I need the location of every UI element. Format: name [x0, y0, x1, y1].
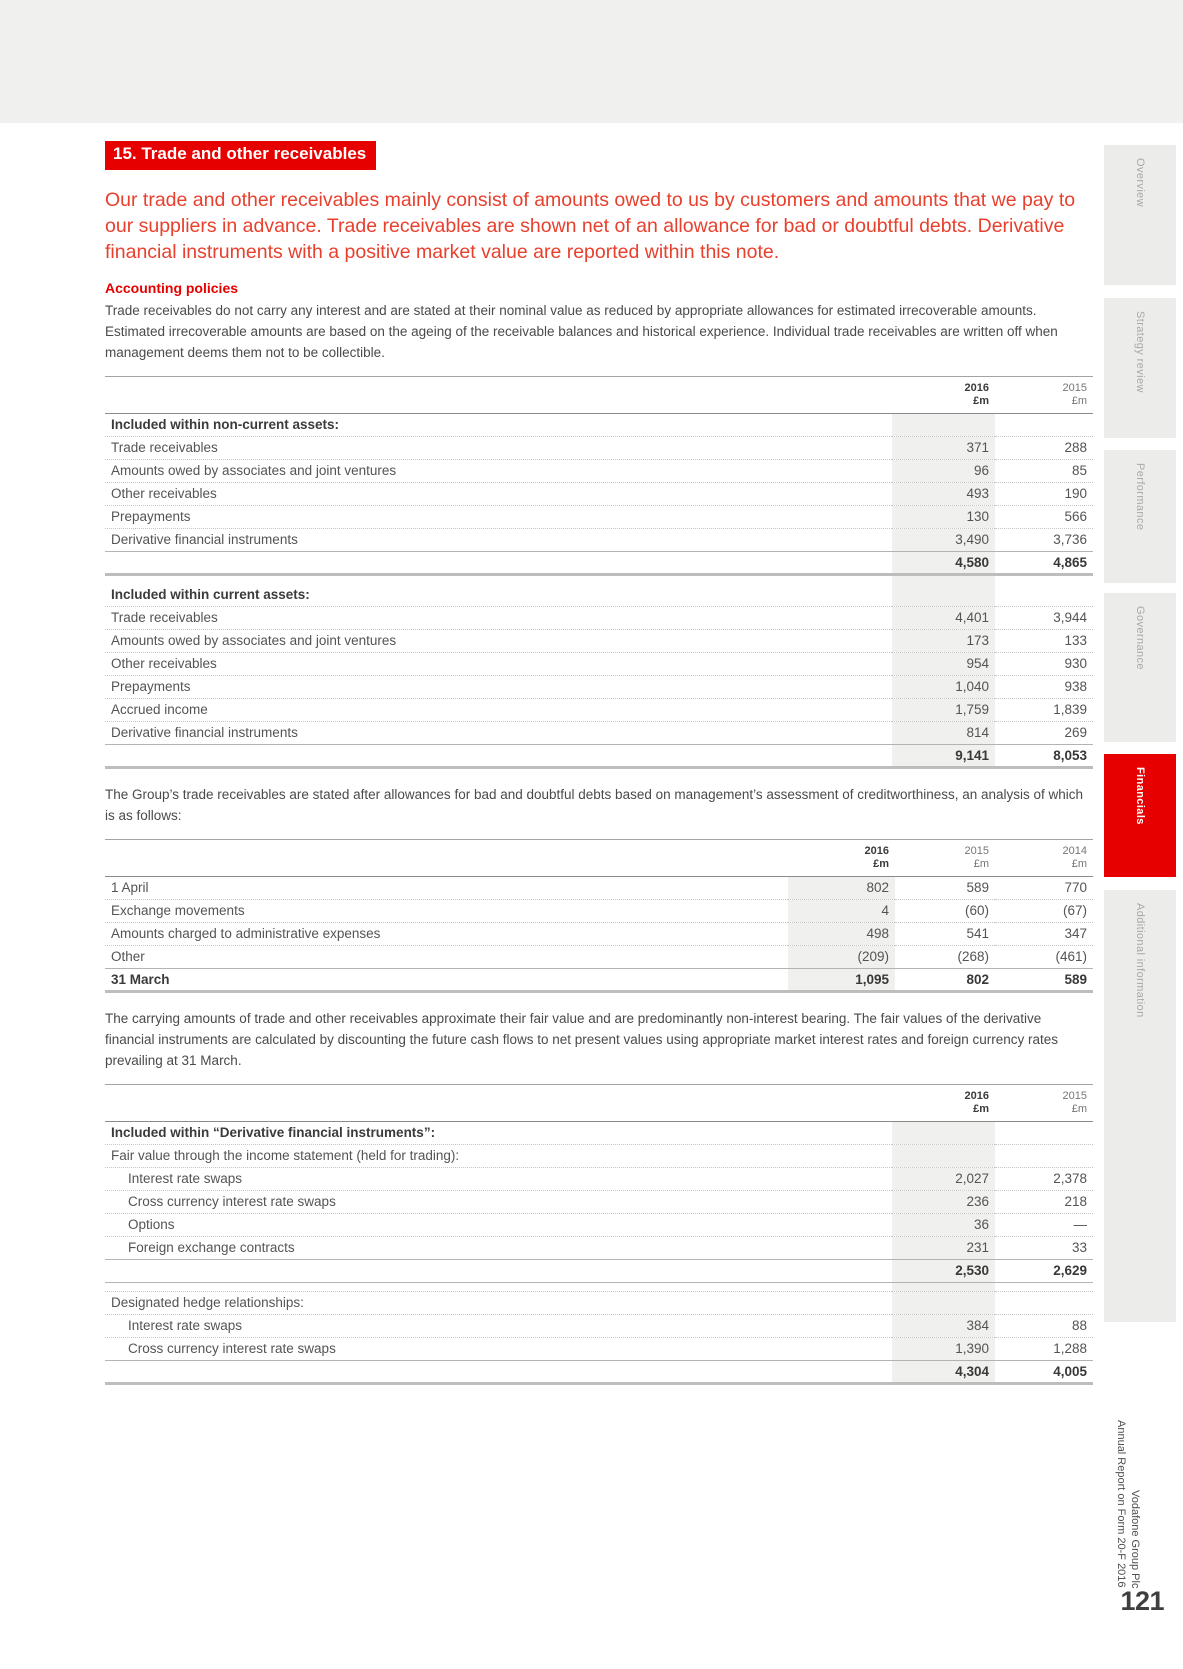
row-value-cell: 4 [788, 899, 895, 922]
sidebar-tab-additional-information[interactable] [1104, 890, 1176, 1322]
table-row [105, 1291, 1093, 1314]
table-row [105, 629, 1093, 652]
table-row [105, 505, 1093, 528]
row-label-cell: Interest rate swaps [105, 1314, 892, 1337]
row-label-cell: Prepayments [105, 675, 892, 698]
row-value-cell: 218 [995, 1190, 1093, 1213]
page-content [105, 141, 1093, 1385]
table-row [105, 1121, 1093, 1144]
table-header-row [105, 839, 1093, 876]
row-label-cell: Other receivables [105, 652, 892, 675]
table-row [105, 1282, 1093, 1291]
financial-table [105, 1084, 1093, 1385]
row-value-cell: 1,390 [892, 1337, 995, 1360]
table-row [105, 1236, 1093, 1259]
table-row [105, 482, 1093, 505]
sidebar-tab-label: Overview [1134, 158, 1146, 208]
row-value-cell: 288 [995, 436, 1093, 459]
row-value-cell: 814 [892, 721, 995, 744]
row-value-cell [892, 1291, 995, 1314]
sidebar-tab-governance[interactable] [1104, 593, 1176, 742]
row-value-cell: 236 [892, 1190, 995, 1213]
table-row [105, 876, 1093, 899]
row-value-cell: 4,865 [995, 551, 1093, 574]
row-value-cell: 36 [892, 1213, 995, 1236]
row-value-cell: 2,629 [995, 1259, 1093, 1282]
row-label-cell: Included within non-current assets: [105, 413, 892, 436]
row-label-cell: Amounts owed by associates and joint ventures [105, 459, 892, 482]
table-row [105, 528, 1093, 551]
row-value-cell [892, 1144, 995, 1167]
row-value-cell [995, 413, 1093, 436]
accounting-policies-paragraph: Trade receivables do not carry any interest and are stated at their nominal value as reduced by appropriate allowances for estimated irrecoverable amounts. Estimated irrecoverable amounts are based on the ageing of the receivable balances and historical experience. Individual trade receivables are written off when management deems them not to be collectible. [105, 302, 1058, 360]
row-label-cell: Designated hedge relationships: [105, 1291, 892, 1314]
row-label-cell: Included within “Derivative financial instruments”: [105, 1121, 892, 1144]
sidebar-tab-label: Financials [1134, 767, 1146, 825]
row-label-cell [105, 744, 892, 767]
sidebar-tab-label: Governance [1134, 606, 1146, 670]
table-row [105, 551, 1093, 574]
allowances-intro-paragraph: The Group’s trade receivables are stated after allowances for bad and doubtful debts based on management’s assessment of creditworthiness, an analysis of which is as follows: [105, 786, 1084, 823]
row-value-cell: 802 [788, 876, 895, 899]
row-value-cell [892, 583, 995, 606]
table-row [105, 698, 1093, 721]
row-label-cell: Prepayments [105, 505, 892, 528]
row-value-cell [995, 1291, 1093, 1314]
table-row [105, 675, 1093, 698]
table-row [105, 922, 1093, 945]
sidebar-tab-financials[interactable] [1104, 754, 1176, 877]
row-label-cell: Amounts charged to administrative expenses [105, 922, 788, 945]
row-value-cell: 347 [995, 922, 1093, 945]
row-value-cell: 930 [995, 652, 1093, 675]
row-label-cell: Other receivables [105, 482, 892, 505]
row-value-cell: 231 [892, 1236, 995, 1259]
sidebar-tab-label: Strategy review [1134, 311, 1146, 393]
page-number: 121 [1120, 1586, 1164, 1616]
row-value-cell: 9,141 [892, 744, 995, 767]
row-value-cell: 4,401 [892, 606, 995, 629]
table-row [105, 574, 1093, 583]
sidebar-tab-strategy-review[interactable] [1104, 298, 1176, 438]
table-row [105, 945, 1093, 968]
row-label-cell: Cross currency interest rate swaps [105, 1337, 892, 1360]
table-row [105, 652, 1093, 675]
row-label-cell: Accrued income [105, 698, 892, 721]
row-label-cell: Derivative financial instruments [105, 528, 892, 551]
footer-imprint [1112, 1402, 1142, 1588]
row-value-cell: 2,027 [892, 1167, 995, 1190]
row-value-cell: 770 [995, 876, 1093, 899]
row-value-cell: 1,095 [788, 968, 895, 991]
row-value-cell [892, 1282, 995, 1291]
table-row [105, 899, 1093, 922]
row-label-cell: Derivative financial instruments [105, 721, 892, 744]
sidebar-tab-label: Additional information [1134, 903, 1146, 1018]
row-value-cell [995, 574, 1093, 583]
row-value-cell: 33 [995, 1236, 1093, 1259]
row-value-cell: 269 [995, 721, 1093, 744]
table-header-cell: 2016 £m [864, 844, 889, 870]
table-row [105, 606, 1093, 629]
row-label-cell: Amounts owed by associates and joint ventures [105, 629, 892, 652]
row-value-cell: 173 [892, 629, 995, 652]
row-value-cell: 541 [895, 922, 995, 945]
table-header-empty-cell [105, 1084, 892, 1121]
section-title: 15. Trade and other receivables [105, 141, 376, 170]
row-value-cell: 2,530 [892, 1259, 995, 1282]
table-header-cell: 2015 £m [964, 844, 989, 870]
row-value-cell: 384 [892, 1314, 995, 1337]
row-value-cell: 3,736 [995, 528, 1093, 551]
page-top-band [0, 0, 1183, 123]
row-label-cell [105, 551, 892, 574]
table-header-cell: 2014 £m [1062, 844, 1087, 870]
sidebar-tab-overview[interactable] [1104, 145, 1176, 285]
table-row [105, 1360, 1093, 1383]
row-label-cell: Cross currency interest rate swaps [105, 1190, 892, 1213]
row-value-cell: — [995, 1213, 1093, 1236]
row-label-cell: Foreign exchange contracts [105, 1236, 892, 1259]
row-value-cell: 589 [895, 876, 995, 899]
row-value-cell: (461) [995, 945, 1093, 968]
row-value-cell [995, 583, 1093, 606]
row-label-cell [105, 574, 892, 583]
row-value-cell [995, 1282, 1093, 1291]
row-value-cell: 2,378 [995, 1167, 1093, 1190]
table-row [105, 721, 1093, 744]
financial-table [105, 376, 1093, 769]
row-value-cell: 566 [995, 505, 1093, 528]
table-row [105, 1144, 1093, 1167]
row-value-cell: 954 [892, 652, 995, 675]
row-value-cell: (67) [995, 899, 1093, 922]
row-label-cell: Options [105, 1213, 892, 1236]
row-value-cell: 8,053 [995, 744, 1093, 767]
accounting-policies-heading: Accounting policies [105, 279, 239, 296]
row-value-cell [995, 1144, 1093, 1167]
row-value-cell: (60) [895, 899, 995, 922]
table-header-cell: 2016 £m [964, 1089, 989, 1115]
table-header-row [105, 376, 1093, 413]
row-value-cell: 3,944 [995, 606, 1093, 629]
intro-paragraph: Our trade and other receivables mainly consist of amounts owed to us by customers and amounts that we pay to our suppliers in advance. Trade receivables are shown net of an allowance for bad or doubtful debts. Derivative financial instruments with a positive market value are reported within this note. [105, 188, 1076, 263]
row-label-cell [105, 1360, 892, 1383]
row-value-cell: 3,490 [892, 528, 995, 551]
row-value-cell: (209) [788, 945, 895, 968]
table-header-row [105, 1084, 1093, 1121]
row-value-cell: (268) [895, 945, 995, 968]
row-value-cell [892, 1121, 995, 1144]
footer-imprint-line2: Annual Report on Form 20-F 2016 [1115, 1420, 1127, 1588]
table-row [105, 583, 1093, 606]
table-row [105, 744, 1093, 767]
row-value-cell: 190 [995, 482, 1093, 505]
table-header-empty-cell [105, 839, 788, 876]
row-value-cell: 130 [892, 505, 995, 528]
row-value-cell: 1,040 [892, 675, 995, 698]
table-row [105, 1259, 1093, 1282]
row-label-cell: Trade receivables [105, 436, 892, 459]
row-label-cell: 1 April [105, 876, 788, 899]
table-row [105, 1190, 1093, 1213]
row-value-cell: 96 [892, 459, 995, 482]
row-value-cell [995, 1121, 1093, 1144]
table-row [105, 1337, 1093, 1360]
row-value-cell: 1,288 [995, 1337, 1093, 1360]
table-row [105, 413, 1093, 436]
row-label-cell [105, 1259, 892, 1282]
assets-table [105, 376, 1093, 769]
row-value-cell: 88 [995, 1314, 1093, 1337]
row-value-cell: 4,005 [995, 1360, 1093, 1383]
table-row [105, 1314, 1093, 1337]
row-value-cell: 938 [995, 675, 1093, 698]
table-row [105, 459, 1093, 482]
row-value-cell: 85 [995, 459, 1093, 482]
row-value-cell: 1,839 [995, 698, 1093, 721]
row-label-cell: Included within current assets: [111, 586, 310, 602]
row-label-cell: Interest rate swaps [105, 1167, 892, 1190]
row-label-cell: Fair value through the income statement (held for trading): [105, 1144, 892, 1167]
financial-table [105, 839, 1093, 993]
table-header-cell: 2016 £m [964, 381, 989, 407]
row-value-cell: 1,759 [892, 698, 995, 721]
row-value-cell [892, 574, 995, 583]
row-value-cell: 493 [892, 482, 995, 505]
table-row [105, 968, 1093, 991]
table-row [105, 436, 1093, 459]
fair-value-paragraph: The carrying amounts of trade and other receivables approximate their fair value and are predominantly non-interest bearing. The fair values of the derivative financial instruments are calculated by discounting the future cash flows to net present values using appropriate market interest rates and foreign currency rates prevailing at 31 March. [105, 1010, 1059, 1068]
row-value-cell: 4,580 [892, 551, 995, 574]
table-header-empty-cell [105, 376, 892, 413]
row-label-cell: Exchange movements [105, 899, 788, 922]
sidebar-tab-performance[interactable] [1104, 450, 1176, 583]
table-row [105, 1167, 1093, 1190]
table-row [105, 1213, 1093, 1236]
row-value-cell [892, 413, 995, 436]
table-header-cell: 2015 £m [1062, 381, 1087, 407]
derivatives-table [105, 1084, 1093, 1385]
row-label-cell: Trade receivables [105, 606, 892, 629]
allowances-table [105, 839, 1093, 993]
footer-imprint-line1: Vodafone Group Plc [1129, 1489, 1141, 1588]
row-label-cell [105, 1282, 892, 1291]
table-header-cell: 2015 £m [1062, 1089, 1087, 1115]
row-value-cell: 589 [995, 968, 1093, 991]
row-value-cell: 371 [892, 436, 995, 459]
sidebar-tab-label: Performance [1134, 463, 1146, 531]
row-value-cell: 133 [995, 629, 1093, 652]
row-label-cell: Other [105, 945, 788, 968]
row-value-cell: 802 [895, 968, 995, 991]
row-value-cell: 4,304 [892, 1360, 995, 1383]
row-label-cell: 31 March [105, 968, 788, 991]
row-value-cell: 498 [788, 922, 895, 945]
